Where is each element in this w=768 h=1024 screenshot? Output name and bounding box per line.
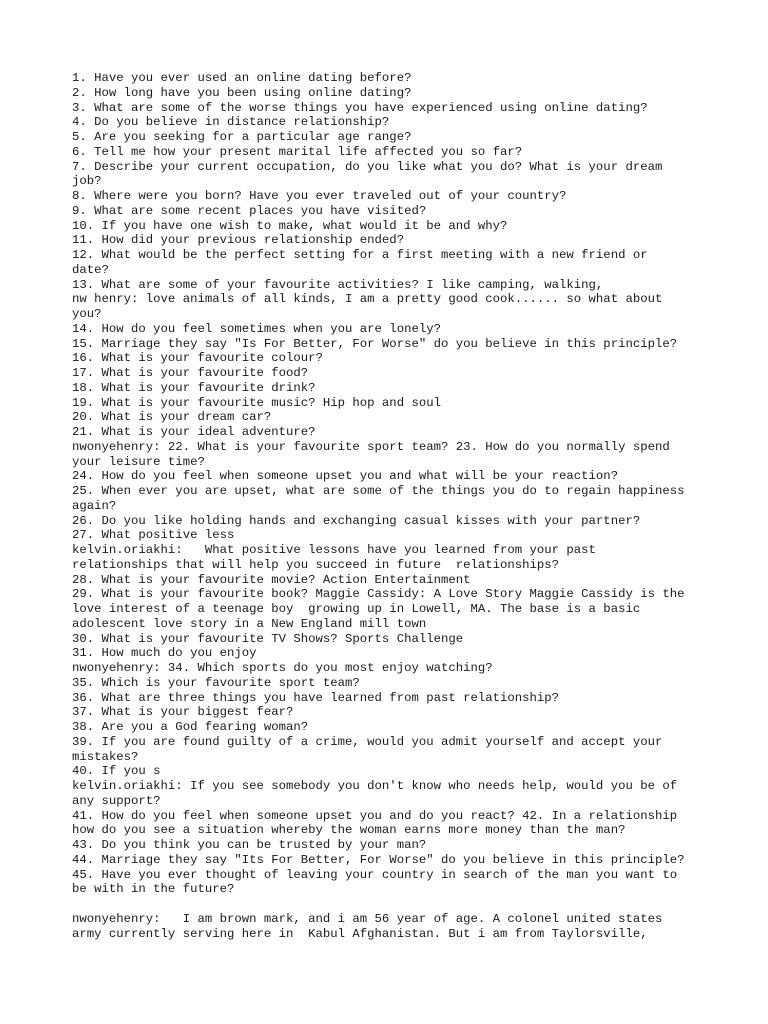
text-line: 31. How much do you enjoy bbox=[72, 646, 257, 661]
text-line: date? bbox=[72, 262, 109, 277]
text-line: 3. What are some of the worse things you have experienced using online dating? bbox=[72, 100, 648, 115]
text-line: 41. How do you feel when someone upset you and do you react? 42. In a relationship bbox=[72, 808, 678, 823]
text-line: 28. What is your favourite movie? Action Entertainment bbox=[72, 572, 471, 587]
text-line: 24. How do you feel when someone upset you and what will be your reaction? bbox=[72, 469, 619, 484]
text-line: 25. When ever you are upset, what are some of the things you do to regain happiness bbox=[72, 484, 685, 498]
text-line: 13. What are some of your favourite activities? I like camping, walking, bbox=[72, 277, 604, 292]
text-line: nwonyehenry: I am brown mark, and i am 56 year of age. A colonel united states bbox=[72, 911, 663, 926]
text-line: 27. What positive less bbox=[72, 528, 235, 543]
text-line: nwonyehenry: 22. What is your favourite sport team? 23. How do you normally spend bbox=[72, 439, 670, 454]
text-line: 6. Tell me how your present marital life affected you so far? bbox=[72, 144, 523, 159]
text-line: again? bbox=[72, 498, 117, 513]
text-line: 2. How long have you been using online dating? bbox=[72, 85, 412, 100]
text-line: 8. Where were you born? Have you ever traveled out of your country? bbox=[72, 189, 567, 203]
text-line: 12. What would be the perfect setting for a first meeting with a new friend or bbox=[72, 248, 648, 262]
text-line: 15. Marriage they say "Is For Better, For Worse" do you believe in this principle? bbox=[72, 336, 678, 351]
document-text bbox=[72, 71, 702, 941]
text-line: kelvin.oriakhi: What positive lessons have you learned from your past bbox=[72, 543, 596, 557]
text-line: be with in the future? bbox=[72, 882, 235, 897]
text-line: 37. What is your biggest fear? bbox=[72, 705, 294, 720]
text-line: 10. If you have one wish to make, what would it be and why? bbox=[72, 218, 508, 233]
text-line: 40. If you s bbox=[72, 764, 161, 779]
text-line: 4. Do you believe in distance relationship? bbox=[72, 115, 390, 130]
text-line: army currently serving here in Kabul Afghanistan. But i am from Taylorsville, bbox=[72, 926, 648, 941]
text-line: relationships that will help you succeed in future relationships? bbox=[72, 557, 560, 572]
text-line: 7. Describe your current occupation, do you like what you do? What is your dream bbox=[72, 159, 663, 174]
text-line: nwonyehenry: 34. Which sports do you most enjoy watching? bbox=[72, 661, 493, 675]
text-line: 9. What are some recent places you have visited? bbox=[72, 203, 427, 218]
text-line: 5. Are you seeking for a particular age range? bbox=[72, 130, 412, 144]
text-line: love interest of a teenage boy growing up in Lowell, MA. The base is a basic bbox=[72, 602, 641, 616]
text-line: job? bbox=[72, 174, 102, 189]
text-line: 17. What is your favourite food? bbox=[72, 366, 309, 380]
text-line: 45. Have you ever thought of leaving your country in search of the man you want to bbox=[72, 867, 678, 882]
text-line: 20. What is your dream car? bbox=[72, 410, 272, 425]
text-line: 11. How did your previous relationship ended? bbox=[72, 233, 405, 248]
text-line: 30. What is your favourite TV Shows? Sports Challenge bbox=[72, 631, 464, 646]
text-line: 43. Do you think you can be trusted by your man? bbox=[72, 838, 427, 852]
text-line: your leisure time? bbox=[72, 454, 205, 469]
text-line: mistakes? bbox=[72, 749, 139, 764]
text-line: any support? bbox=[72, 793, 161, 808]
text-line: 39. If you are found guilty of a crime, would you admit yourself and accept your bbox=[72, 734, 663, 749]
text-line: 18. What is your favourite drink? bbox=[72, 380, 316, 395]
text-line: how do you see a situation whereby the woman earns more money than the man? bbox=[72, 823, 626, 838]
text-line bbox=[72, 897, 702, 912]
text-line: 36. What are three things you have learned from past relationship? bbox=[72, 690, 560, 705]
text-line: 35. Which is your favourite sport team? bbox=[72, 675, 360, 690]
text-line: 1. Have you ever used an online dating before? bbox=[72, 71, 412, 85]
text-line: 16. What is your favourite colour? bbox=[72, 351, 323, 366]
text-line: 14. How do you feel sometimes when you are lonely? bbox=[72, 321, 441, 336]
text-line: nw henry: love animals of all kinds, I am a pretty good cook...... so what about bbox=[72, 292, 663, 307]
text-line: 19. What is your favourite music? Hip hop and soul bbox=[72, 395, 441, 410]
text-line: 21. What is your ideal adventure? bbox=[72, 425, 316, 439]
text-line: 38. Are you a God fearing woman? bbox=[72, 720, 309, 734]
text-line: 26. Do you like holding hands and exchanging casual kisses with your partner? bbox=[72, 513, 641, 528]
text-line: 29. What is your favourite book? Maggie Cassidy: A Love Story Maggie Cassidy is the bbox=[72, 587, 685, 602]
text-line: 44. Marriage they say "Its For Better, For Worse" do you believe in this principle? bbox=[72, 852, 685, 867]
text-line: you? bbox=[72, 307, 102, 321]
text-line: adolescent love story in a New England mill town bbox=[72, 616, 427, 631]
text-line: kelvin.oriakhi: If you see somebody you don't know who needs help, would you be of bbox=[72, 779, 678, 793]
